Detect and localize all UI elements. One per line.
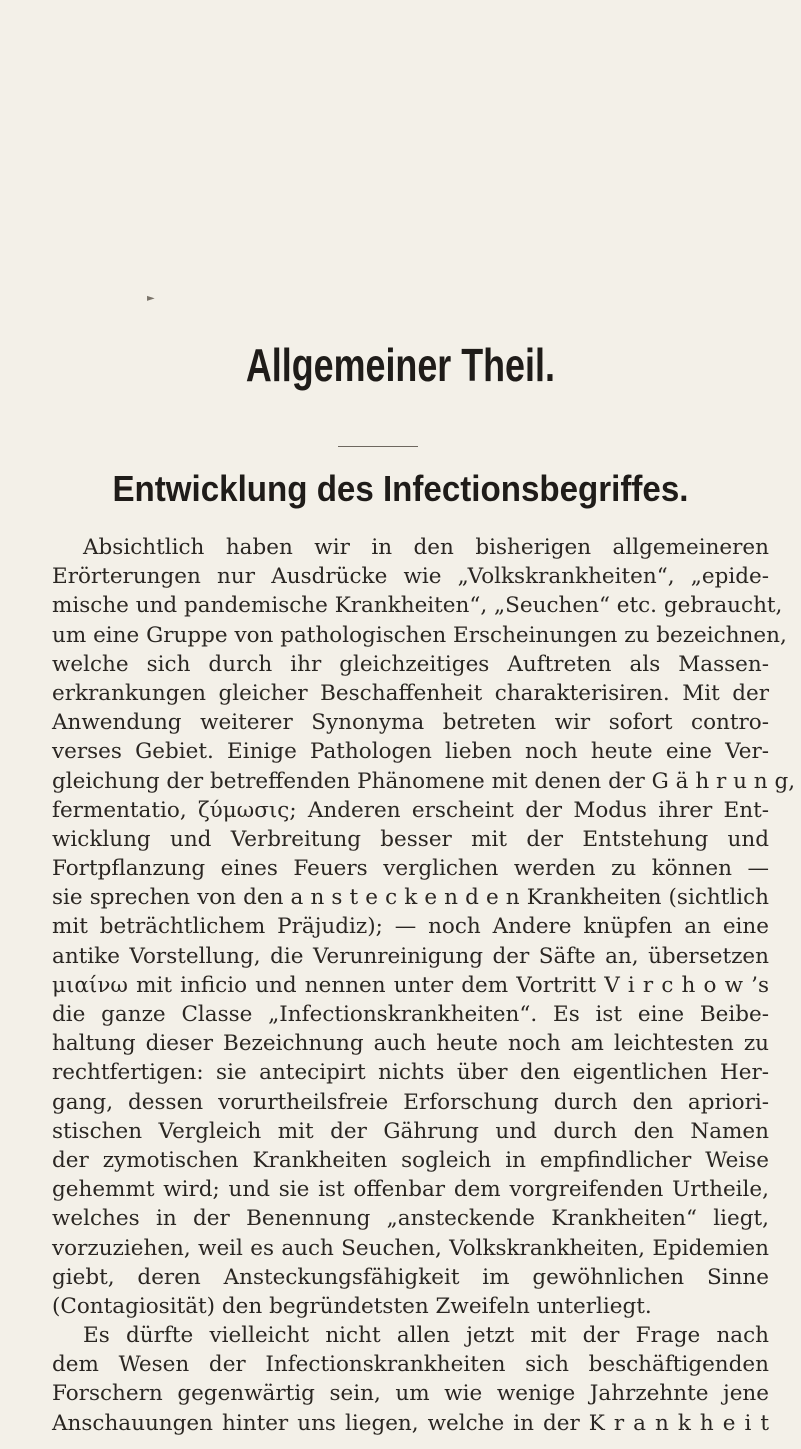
- text-line: giebt, deren Ansteckungsfähigkeit im gewöhnlichen Sinne: [52, 1264, 769, 1290]
- text-line: Forschern gegenwärtig sein, um wie wenige Jahrzehnte jene: [52, 1381, 769, 1407]
- body-text: [52, 533, 796, 1438]
- text-line: die ganze Classe „Infectionskrankheiten“. Es ist eine Beibe-: [52, 1002, 769, 1027]
- text-line: Anwendung weiterer Synonyma betreten wir sofort contro-: [52, 710, 769, 736]
- text-line: sie sprechen von den a n s t e c k e n d e n Krankheiten (sichtlich: [52, 885, 769, 911]
- text-line: antike Vorstellung, die Verunreinigung der Säfte an, übersetzen: [52, 943, 769, 969]
- text-line: welche sich durch ihr gleichzeitiges Auftreten als Massen-: [52, 651, 769, 677]
- text-line: fermentatio, ζύμωσις; Anderen erscheint der Modus ihrer Ent-: [52, 797, 769, 823]
- chapter-title: Allgemeiner Theil.: [245, 339, 555, 391]
- text-line: vorzuziehen, weil es auch Seuchen, Volkskrankheiten, Epidemien: [52, 1235, 769, 1261]
- text-line: verses Gebiet. Einige Pathologen lieben noch heute eine Ver-: [52, 739, 769, 765]
- text-line: haltung dieser Bezeichnung auch heute noch am leichtesten zu: [52, 1031, 769, 1057]
- text-line: mit beträchtlichem Präjudiz); — noch Andere knüpfen an eine: [52, 914, 769, 940]
- section-title: Entwicklung des Infectionsbegriffes.: [112, 468, 689, 509]
- text-line: μιαίνω mit inficio und nennen unter dem Vortritt V i r c h o w ’s: [52, 972, 769, 998]
- arrow-speck-icon: ►: [147, 293, 155, 304]
- text-line: (Contagiosität) den begründetsten Zweifeln unterliegt.: [52, 1293, 652, 1319]
- text-line: Fortpflanzung eines Feuers verglichen werden zu können —: [52, 856, 769, 882]
- text-line: der zymotischen Krankheiten sogleich in empfindlicher Weise: [52, 1147, 769, 1173]
- title-divider: [338, 446, 418, 447]
- text-line: gang, dessen vorurtheilsfreie Erforschung durch den apriori-: [52, 1089, 769, 1115]
- text-line: mische und pandemische Krankheiten“, „Seuchen“ etc. gebraucht,: [52, 593, 783, 619]
- text-line: erkrankungen gleicher Beschaffenheit charakterisiren. Mit der: [52, 680, 769, 706]
- text-line: Absichtlich haben wir in den bisherigen allgemeineren: [83, 535, 769, 560]
- text-line: gehemmt wird; und sie ist offenbar dem vorgreifenden Urtheile,: [52, 1177, 769, 1203]
- text-line: rechtfertigen: sie antecipirt nichts über den eigentlichen Her-: [52, 1060, 769, 1086]
- text-line: Anschauungen hinter uns liegen, welche in der K r a n k h e i t: [52, 1410, 769, 1436]
- text-line: welches in der Benennung „ansteckende Krankheiten“ liegt,: [52, 1206, 769, 1232]
- text-line: stischen Vergleich mit der Gährung und durch den Namen: [52, 1118, 769, 1144]
- text-line: dem Wesen der Infectionskrankheiten sich beschäftigenden: [52, 1352, 769, 1378]
- text-line: gleichung der betreffenden Phänomene mit denen der G ä h r u n g,: [52, 768, 796, 794]
- text-line: Es dürfte vielleicht nicht allen jetzt mit der Frage nach: [83, 1323, 769, 1349]
- text-line: um eine Gruppe von pathologischen Erscheinungen zu bezeichnen,: [52, 622, 787, 648]
- text-line: Erörterungen nur Ausdrücke wie „Volkskrankheiten“, „epide-: [52, 564, 769, 590]
- text-line: wicklung und Verbreitung besser mit der Entstehung und: [52, 826, 769, 852]
